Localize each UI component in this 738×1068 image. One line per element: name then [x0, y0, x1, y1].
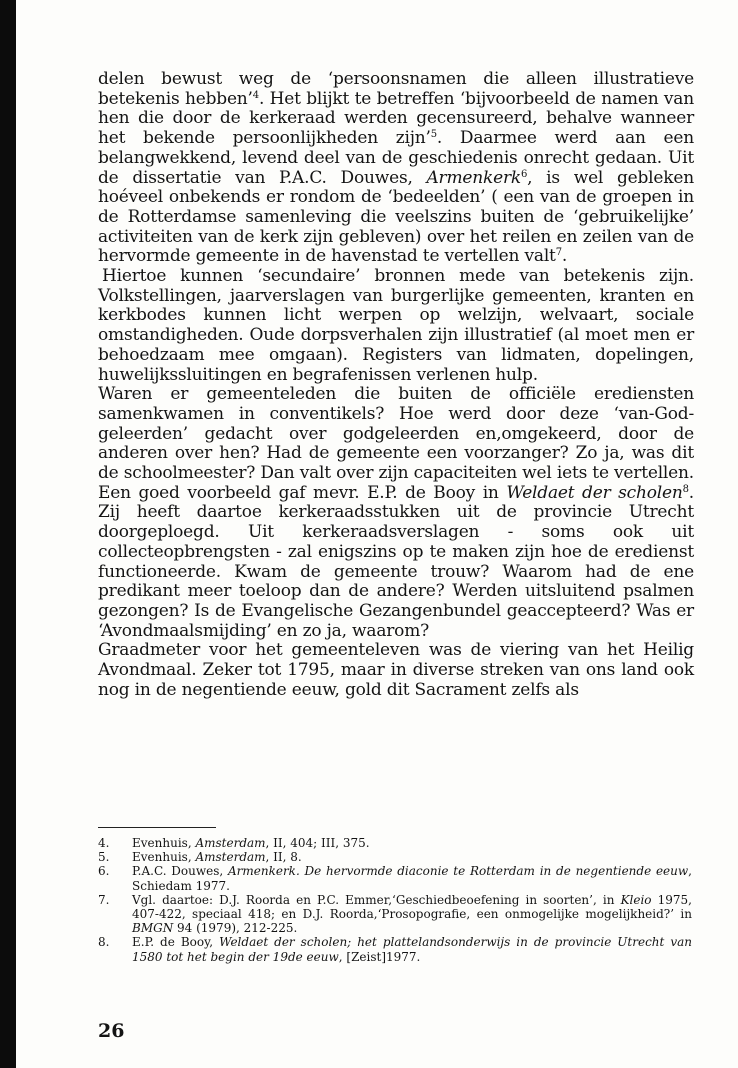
- footnote-7: 7. Vgl. daartoe: D.J. Roorda en P.C. Emmer,‘Geschiedbeoefening in soorten’, in Kleio 1975, 407-422, speciaal 418; en D.J. Roorda,‘Prosopografie, een onmogelijke mogelijkheid?’ in BMGN 94 (1979), 212-225.: [98, 892, 692, 936]
- body-text: [98, 70, 694, 701]
- scan-edge-bar: [0, 0, 16, 1068]
- page-number: 26: [98, 1020, 125, 1042]
- footnote-6: 6. P.A.C. Douwes, Armenkerk. De hervormde diaconie te Rotterdam in de negentiende eeuw, Schiedam 1977.: [98, 864, 692, 893]
- footnote-ref-8: 8: [682, 483, 689, 495]
- footnote-ref-7: 7: [555, 247, 562, 259]
- footnote-ref-4: 4: [252, 89, 259, 101]
- paragraph-1: delen bewust weg de ‘persoonsnamen die alleen illustratieve betekenis hebben’$^4$. Het blijkt te betreffen ‘bijvoorbeeld de namen van hen die door de kerkeraad werden gecensureerd, behalve wanneer het bekende persoonlijkheden zijn’$^5$. Daarmee werd aan een belangwekkend, levend deel van de geschiedenis onrecht gedaan. Uit de dissertatie van P.A.C. Douwes, Armenkerk$^6$, is wel gebleken hoéveel onbekends er rondom de ‘bedeelden’ ( een van de groepen in de Rotterdamse samenleving die veelszins buiten de ‘gebruikelijke’ activiteiten van de kerk zijn gebleven) over het reilen en zeilen van de hervormde gemeente in de havenstad te vertellen valt$^7$.: [98, 69, 695, 267]
- footnote-divider: [98, 827, 216, 828]
- footnote-4: 4. Evenhuis, Amsterdam, II, 404; III, 375.: [98, 836, 370, 850]
- footnote-ref-6: 6: [521, 168, 528, 180]
- footnote-8: 8. E.P. de Booy, Weldaet der scholen; het plattelandsonderwijs in de provincie Utrecht van 1580 tot het begin der 19de eeuw, [Zeist]1977.: [98, 935, 693, 964]
- footnote-ref-5: 5: [430, 129, 437, 141]
- paragraph-2: Hiertoe kunnen ‘secundaire’ bronnen mede van betekenis zijn. Volkstellingen, jaarverslagen van burgerlijke gemeenten, kranten en kerkbodes kunnen licht werpen op welzijn, welvaart, sociale omstandigheden. Oude dorpsverhalen zijn illustratief (al moet men er behoedzaam mee omgaan). Registers van lidmaten, dopelingen, huwelijkssluitingen en begrafenissen verlenen hulp.: [98, 266, 694, 385]
- paragraph-3: Waren er gemeenteleden die buiten de officiële erediensten samenkwamen in conventikels? Hoe werd door deze ‘van-God-geleerden’ gedacht over godgeleerden en,omgekeerd, door de anderen over hen? Had de gemeente een voorzanger? Zo ja, was dit de schoolmeester? Dan valt over zijn capaciteiten wel iets te vertellen. Een goed voorbeeld gaf mevr. E.P. de Booy in Weldaet der scholen$^8$. Zij heeft daartoe kerkeraadsstukken uit de provincie Utrecht doorgeploegd. Uit kerkeraadsverslagen - soms ook uit collecteopbrengsten - zal enigszins op te maken zijn hoe de eredienst functioneerde. Kwam de gemeente trouw? Waarom had de ene predikant meer toeloop dan de andere? Werden uitsluitend psalmen gezongen? Is de Evangelische Gezangenbundel geaccepteerd? Was er ‘Avondmaalsmijding’ en zo ja, waarom?: [98, 384, 694, 641]
- footnote-5: 5. Evenhuis, Amsterdam, II, 8.: [98, 850, 302, 865]
- book-title-armenkerk: Armenkerk: [426, 167, 521, 188]
- footnotes: [98, 836, 692, 964]
- paragraph-4: Graadmeter voor het gemeenteleven was de viering van het Heilig Avondmaal. Zeker tot 1795, maar in diverse streken van ons land ook nog in de negentiende eeuw, gold dit Sacrament zelfs als: [98, 640, 694, 700]
- book-title-weldaet: Weldaet der scholen: [506, 482, 683, 503]
